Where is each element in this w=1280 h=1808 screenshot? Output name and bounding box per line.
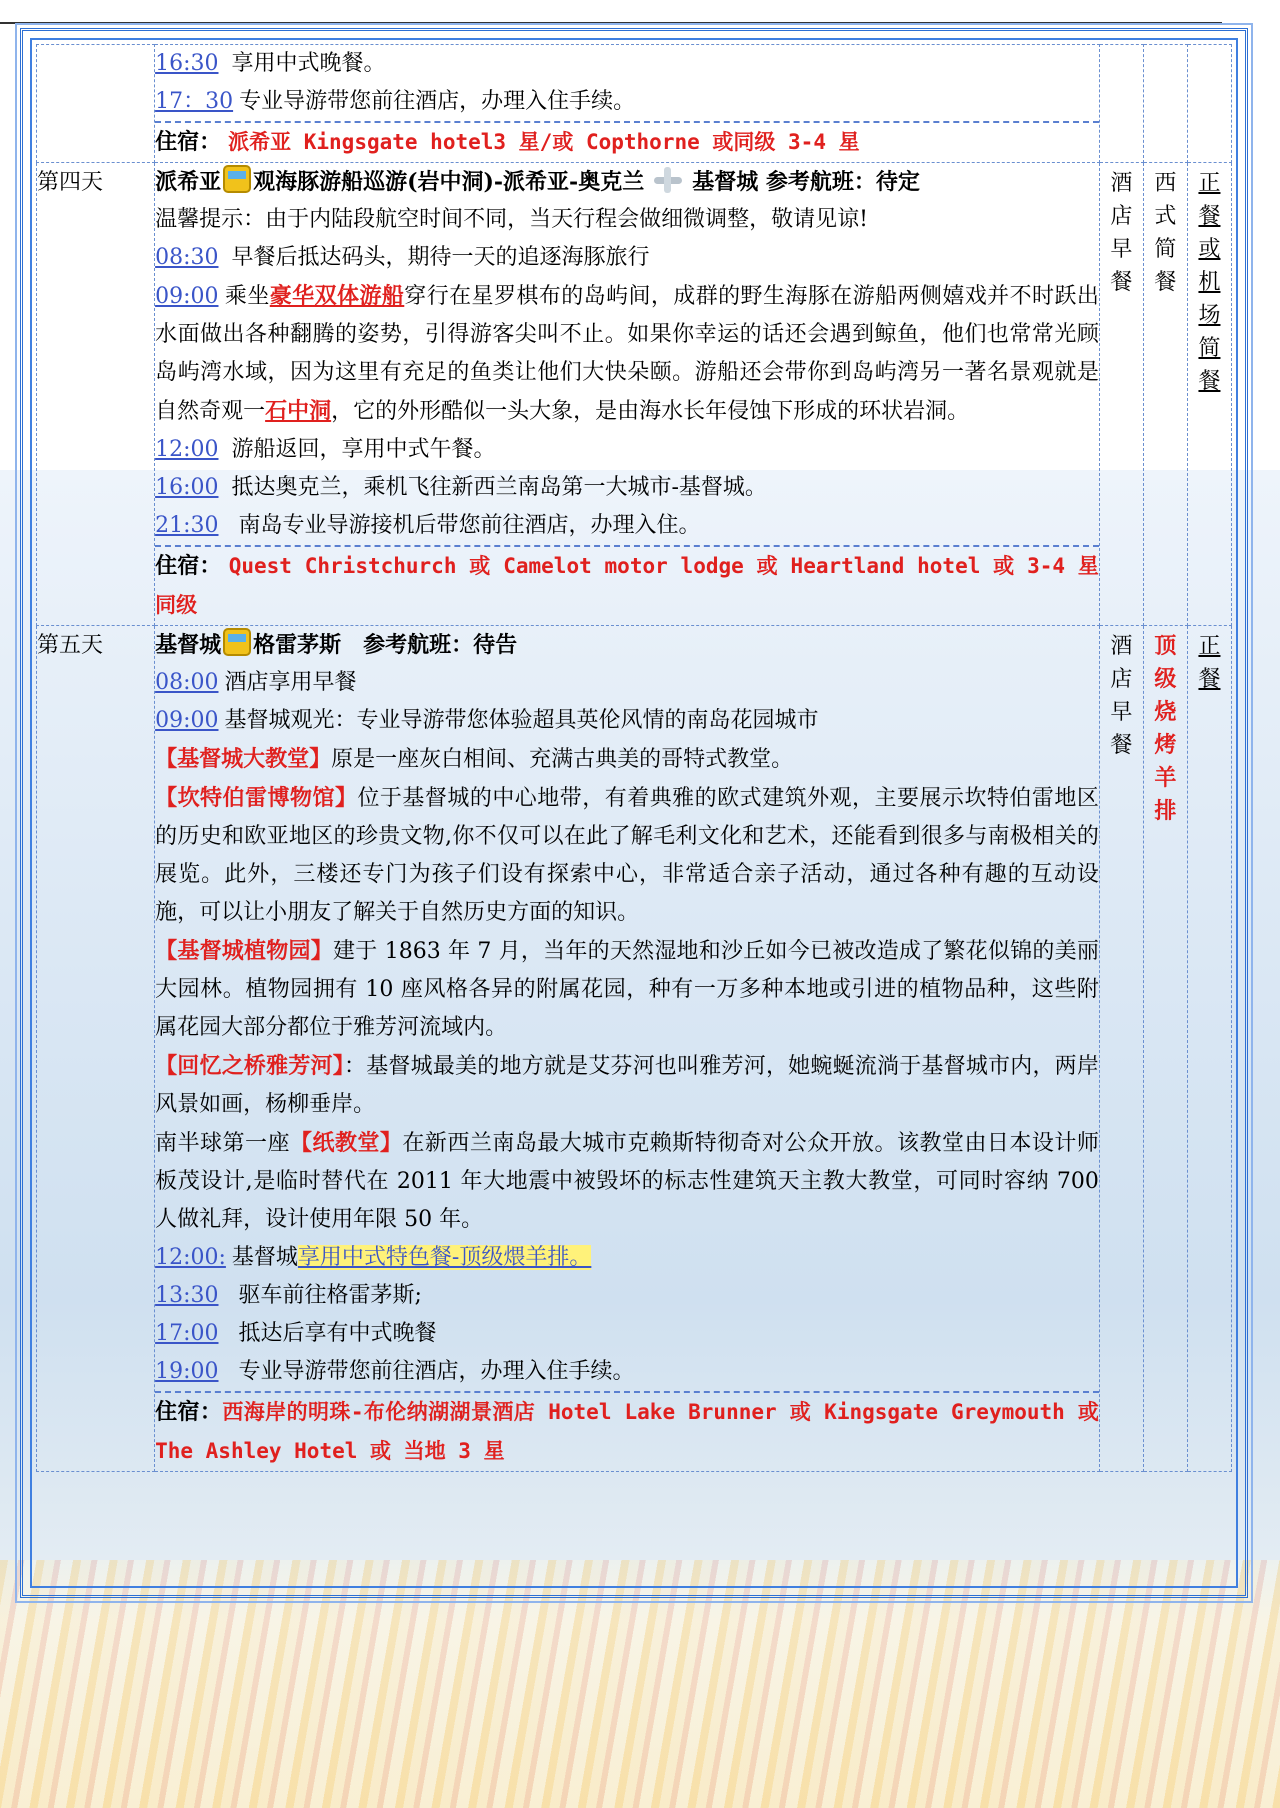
time-link[interactable]: 08:00 xyxy=(155,670,219,695)
accommodation-line: 住宿：西海岸的明珠-布伦纳湖湖景酒店 Hotel Lake Brunner 或 Kingsgate Greymouth 或 The Ashley Hotel 或 当地 3 星 xyxy=(155,1391,1099,1471)
time-link[interactable]: 21:30 xyxy=(155,513,219,538)
schedule-line: 16:00 抵达奥克兰，乘机飞往新西兰南岛第一大城市-基督城。 xyxy=(155,475,767,500)
day3-continued-row xyxy=(37,45,1232,163)
meal-breakfast: 酒店早餐 xyxy=(1110,171,1133,295)
attraction-paragraph: 【基督城大教堂】原是一座灰白相间、充满古典美的哥特式教堂。 xyxy=(155,746,794,772)
schedule-line: 17:00 抵达后享有中式晚餐 xyxy=(155,1321,437,1346)
day5-row xyxy=(37,626,1232,1472)
accommodation-line: 住宿： Quest Christchurch 或 Camelot motor lodge 或 Heartland hotel 或 3-4 星同级 xyxy=(155,545,1099,625)
time-link[interactable]: 16:30 xyxy=(155,51,219,76)
schedule-line: 17：30 专业导游带您前往酒店，办理入住手续。 xyxy=(155,89,636,114)
schedule-line: 21:30 南岛专业导游接机后带您前往酒店，办理入住。 xyxy=(155,513,701,538)
meal-breakfast: 酒店早餐 xyxy=(1110,634,1133,758)
attraction-paragraph: 【基督城植物园】建于 1863 年 7 月，当年的天然湿地和沙丘如今已被改造成了繁花似锦的美丽大园林。植物园拥有 10 座风格各异的附属花园，种有一万多种本地或引进的植物品种，这些附属花园大部分都位于雅芳河流域内。 xyxy=(155,938,1099,1040)
time-link[interactable]: 12:00 xyxy=(155,437,219,462)
itinerary-table xyxy=(36,44,1232,1472)
time-link[interactable]: 09:00 xyxy=(155,284,219,309)
meal-dinner: 正餐或机场简餐 xyxy=(1198,171,1221,394)
bus-icon xyxy=(223,165,251,193)
time-link[interactable]: 12:00: xyxy=(155,1245,226,1270)
bus-icon xyxy=(223,628,251,656)
schedule-line: 16:30 享用中式晚餐。 xyxy=(155,51,386,76)
schedule-line: 12:00 游船返回，享用中式午餐。 xyxy=(155,437,496,462)
time-link[interactable]: 17:00 xyxy=(155,1321,219,1346)
day-label: 第五天 xyxy=(37,626,155,1472)
notice-text: 温馨提示：由于内陆段航空时间不同，当天行程会做细微调整，敬请见谅! xyxy=(155,207,868,232)
time-link[interactable]: 17：30 xyxy=(155,89,234,114)
schedule-line: 08:30 早餐后抵达码头，期待一天的追逐海豚旅行 xyxy=(155,245,650,270)
schedule-line: 08:00 酒店享用早餐 xyxy=(155,670,357,695)
time-link[interactable]: 16:00 xyxy=(155,475,219,500)
header-rule xyxy=(0,22,1222,24)
day4-row xyxy=(37,163,1232,626)
attraction-paragraph: 南半球第一座【纸教堂】在新西兰南岛最大城市克赖斯特彻奇对公众开放。该教堂由日本设计师板茂设计,是临时替代在 2011 年大地震中被毁坏的标志性建筑天主教大教堂，可同时容纳 700 人做礼拜，设计使用年限 50 年。 xyxy=(155,1130,1099,1232)
time-link[interactable]: 13:30 xyxy=(155,1283,219,1308)
time-link[interactable]: 08:30 xyxy=(155,245,219,270)
airplane-icon xyxy=(648,165,688,195)
route-title: 派希亚 观海豚游船巡游(岩中洞)-派希亚-奥克兰 基督城 参考航班：待定 xyxy=(155,163,1099,201)
meal-dinner: 正餐 xyxy=(1198,634,1221,692)
time-link[interactable]: 09:00 xyxy=(155,708,219,733)
schedule-line: 13:30 驱车前往格雷茅斯; xyxy=(155,1283,422,1308)
attraction-paragraph: 【坎特伯雷博物馆】位于基督城的中心地带，有着典雅的欧式建筑外观，主要展示坎特伯雷地区的历史和欧亚地区的珍贵文物,你不仅可以在此了解毛利文化和艺术，还能看到很多与南极相关的展览。此外，三楼还专门为孩子们设有探索中心，非常适合亲子活动，通过各种有趣的互动设施，可以让小朋友了解关于自然历史方面的知识。 xyxy=(155,785,1099,925)
accommodation-line: 住宿： 派希亚 Kingsgate hotel3 星/或 Copthorne 或同级 3-4 星 xyxy=(155,121,1099,162)
meal-lunch: 西式简餐 xyxy=(1154,171,1177,295)
route-title: 基督城 格雷茅斯 参考航班：待告 xyxy=(155,626,1099,664)
schedule-line: 12:00: 基督城享用中式特色餐-顶级煨羊排。 xyxy=(155,1245,592,1270)
meal-lunch: 顶级烧烤羊排 xyxy=(1154,633,1177,824)
time-link[interactable]: 19:00 xyxy=(155,1359,219,1384)
day-label: 第四天 xyxy=(37,163,155,626)
schedule-line: 19:00 专业导游带您前往酒店，办理入住手续。 xyxy=(155,1359,635,1384)
schedule-line: 09:00 基督城观光：专业导游带您体验超具英伦风情的南岛花园城市 xyxy=(155,708,819,733)
attraction-paragraph: 【回忆之桥雅芳河】：基督城最美的地方就是艾芬河也叫雅芳河，她蜿蜒流淌于基督城市内，两岸风景如画，杨柳垂岸。 xyxy=(155,1053,1099,1117)
schedule-paragraph: 09:00 乘坐豪华双体游船穿行在星罗棋布的岛屿间，成群的野生海豚在游船两侧嬉戏并不时跃出水面做出各种翻腾的姿势，引得游客尖叫不止。如果你幸运的话还会遇到鲸鱼，他们也常常光顾岛屿湾水域，因为这里有充足的鱼类让他们大快朵颐。游船还会带你到岛屿湾另一著名景观就是自然奇观一石中洞，它的外形酷似一头大象，是由海水长年侵蚀下形成的环状岩洞。 xyxy=(155,283,1099,424)
